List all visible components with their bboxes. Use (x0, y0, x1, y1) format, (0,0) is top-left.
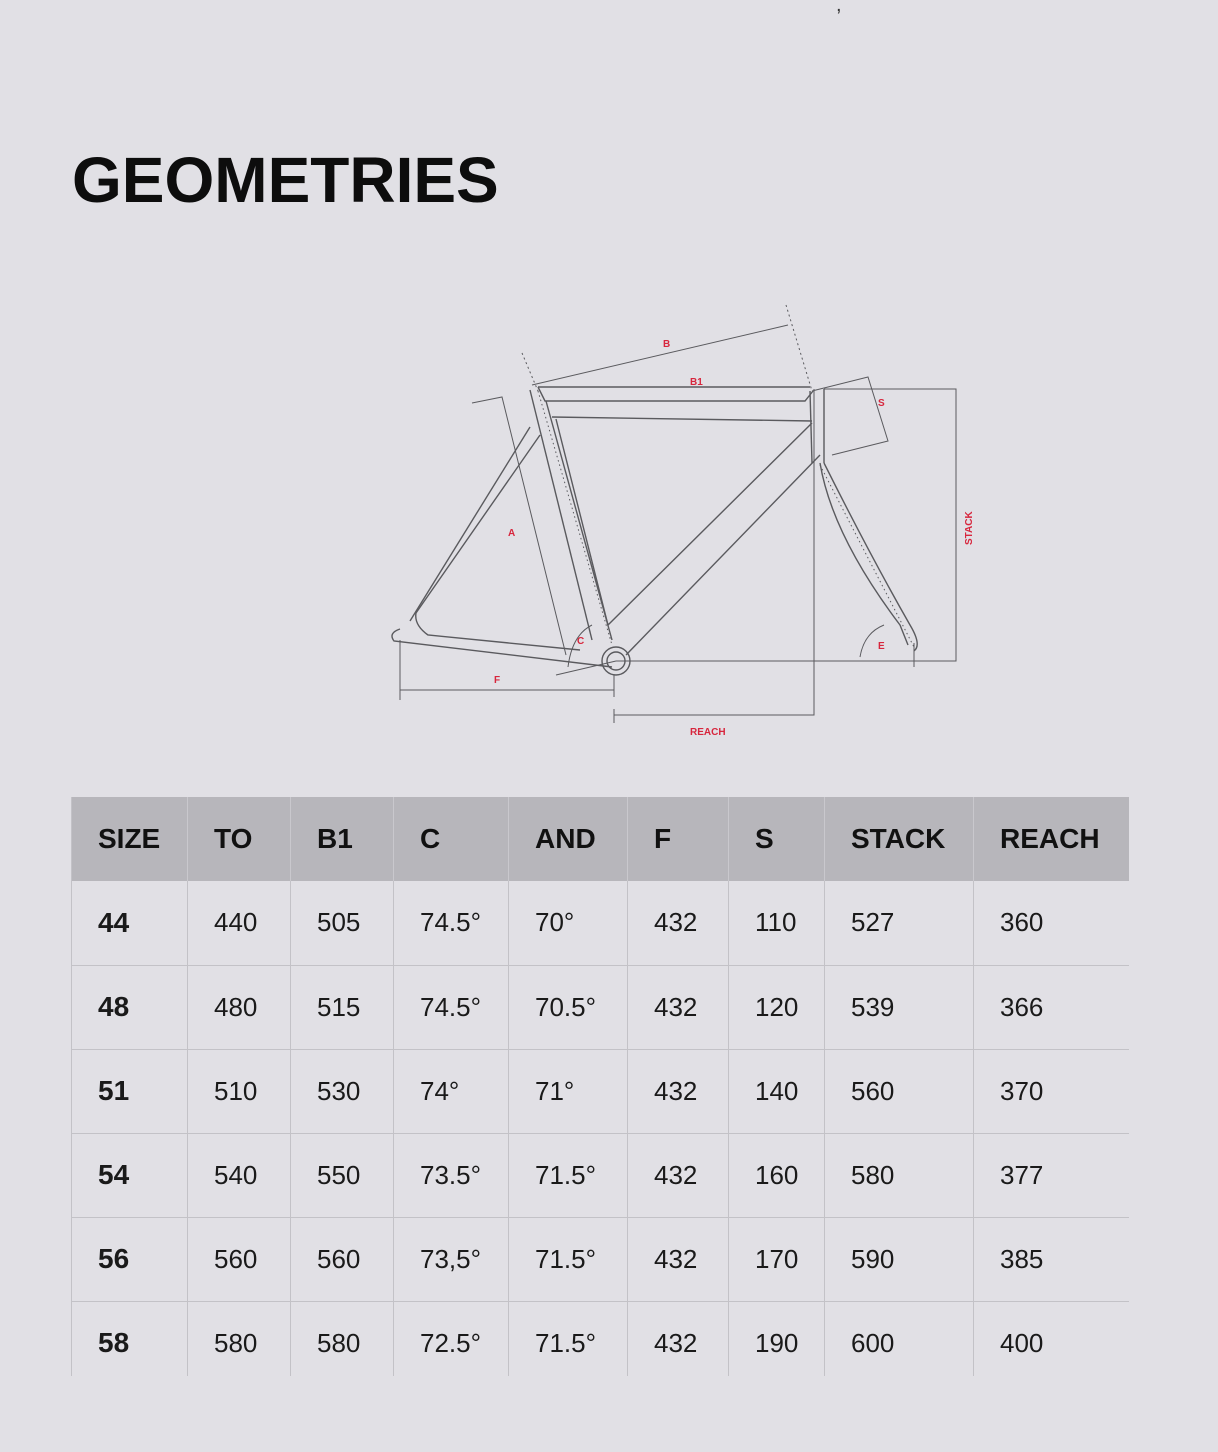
table-cell: 560 (188, 1217, 291, 1301)
table-cell: 140 (729, 1049, 825, 1133)
head-tube (810, 391, 812, 463)
table-cell: 580 (188, 1301, 291, 1376)
table-cell: 70.5° (509, 965, 628, 1049)
table-cell: 74.5° (394, 881, 509, 965)
table-cell-size: 54 (72, 1133, 188, 1217)
table-cell-size: 51 (72, 1049, 188, 1133)
dim-label-f: F (494, 675, 501, 686)
header-stack: STACK (825, 797, 974, 881)
geometry-table-container (71, 797, 1129, 1376)
table-cell: 580 (291, 1301, 394, 1376)
header-and: AND (509, 797, 628, 881)
table-cell: 74.5° (394, 965, 509, 1049)
table-cell: 510 (188, 1049, 291, 1133)
top-tube (538, 387, 813, 401)
seat-tube-centerline (538, 391, 612, 645)
header-reach: REACH (974, 797, 1130, 881)
fork-back (820, 463, 908, 645)
dim-label-s: S (878, 398, 885, 409)
table-cell-size: 58 (72, 1301, 188, 1376)
table-cell: 71° (509, 1049, 628, 1133)
frame-outline (392, 387, 917, 675)
table-cell: 440 (188, 881, 291, 965)
table-row (72, 881, 1130, 965)
table-cell: 73.5° (394, 1133, 509, 1217)
table-cell: 432 (628, 965, 729, 1049)
table-cell: 110 (729, 881, 825, 965)
table-cell: 432 (628, 1049, 729, 1133)
table-cell-size: 48 (72, 965, 188, 1049)
table-cell: 400 (974, 1301, 1130, 1376)
dim-b-ext-left (522, 353, 538, 391)
table-row (72, 1301, 1130, 1376)
dim-a-line (472, 397, 566, 655)
chain-stay (392, 629, 612, 667)
frame-geometry-svg (380, 295, 980, 745)
dim-label-stack: STACK (964, 511, 975, 545)
table-cell: 560 (825, 1049, 974, 1133)
dim-reach-line (614, 389, 814, 715)
header-size: SIZE (72, 797, 188, 881)
down-tube-top (552, 417, 812, 421)
table-cell: 480 (188, 965, 291, 1049)
table-cell: 72.5° (394, 1301, 509, 1376)
down-tube (556, 419, 812, 625)
frame-geometry-diagram (380, 295, 980, 745)
table-cell: 170 (729, 1217, 825, 1301)
table-cell: 74° (394, 1049, 509, 1133)
table-cell: 550 (291, 1133, 394, 1217)
table-cell: 432 (628, 1217, 729, 1301)
table-cell: 590 (825, 1217, 974, 1301)
header-to: TO (188, 797, 291, 881)
dim-b-ext-right (786, 305, 812, 391)
table-cell: 432 (628, 1301, 729, 1376)
table-cell: 539 (825, 965, 974, 1049)
page-title: GEOMETRIES (72, 144, 499, 216)
geometry-table (71, 797, 1129, 1376)
table-row (72, 1049, 1130, 1133)
table-cell: 190 (729, 1301, 825, 1376)
dimension-lines (400, 305, 956, 723)
header-s: S (729, 797, 825, 881)
table-cell: 71.5° (509, 1133, 628, 1217)
header-b1: B1 (291, 797, 394, 881)
table-row (72, 1133, 1130, 1217)
table-cell-size: 44 (72, 881, 188, 965)
fork-front (824, 463, 917, 651)
table-cell: 160 (729, 1133, 825, 1217)
table-cell: 360 (974, 881, 1130, 965)
table-cell: 366 (974, 965, 1130, 1049)
dim-label-e: E (878, 641, 885, 652)
table-cell: 370 (974, 1049, 1130, 1133)
table-cell: 71.5° (509, 1217, 628, 1301)
table-cell: 432 (628, 881, 729, 965)
table-cell: 600 (825, 1301, 974, 1376)
table-cell: 515 (291, 965, 394, 1049)
fork-centerline (820, 465, 914, 647)
dim-label-a: A (508, 528, 516, 539)
dim-b-line (532, 325, 788, 385)
page-top-mark: , (836, 0, 842, 16)
table-cell: 432 (628, 1133, 729, 1217)
table-cell: 377 (974, 1133, 1130, 1217)
header-f: F (628, 797, 729, 881)
table-cell: 580 (825, 1133, 974, 1217)
table-cell: 70° (509, 881, 628, 965)
dim-label-reach: REACH (690, 727, 726, 738)
table-cell: 71.5° (509, 1301, 628, 1376)
seat-tube-back (530, 390, 592, 640)
table-cell: 540 (188, 1133, 291, 1217)
table-cell: 560 (291, 1217, 394, 1301)
table-cell: 385 (974, 1217, 1130, 1301)
dim-label-b: B (663, 339, 671, 350)
seat-stay-inner (416, 435, 580, 650)
down-tube-lower (626, 455, 820, 655)
table-cell: 527 (825, 881, 974, 965)
seat-stay (410, 427, 530, 621)
table-cell: 505 (291, 881, 394, 965)
dim-stack-line (616, 389, 956, 661)
header-c: C (394, 797, 509, 881)
dim-label-b1: B1 (690, 377, 703, 388)
table-header-row (72, 797, 1130, 881)
table-row (72, 1217, 1130, 1301)
ground-line (556, 661, 616, 675)
table-cell: 73,5° (394, 1217, 509, 1301)
table-cell: 120 (729, 965, 825, 1049)
table-cell-size: 56 (72, 1217, 188, 1301)
table-row (72, 965, 1130, 1049)
dim-label-c: C (577, 636, 585, 647)
table-cell: 530 (291, 1049, 394, 1133)
